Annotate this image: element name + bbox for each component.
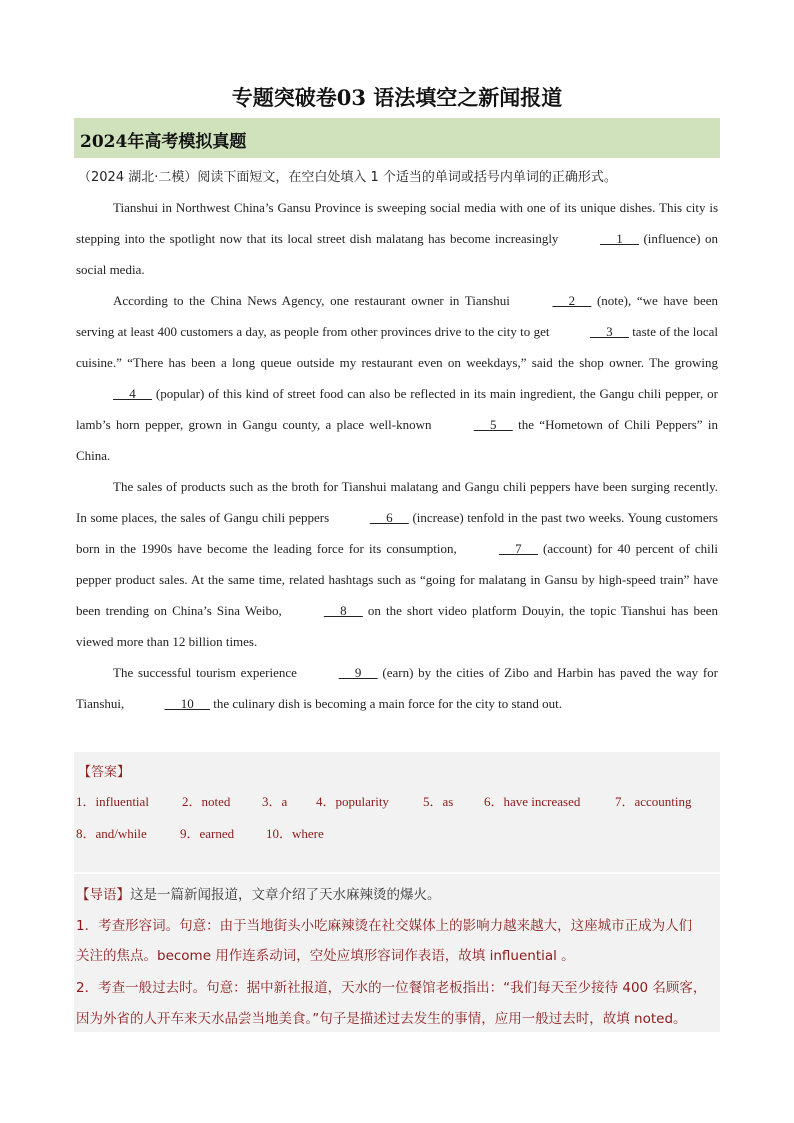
blank-3: 3	[589, 324, 629, 339]
paragraph-text: (popular) of this kind of street food can also be reflected in its main ingredient, the Gangu chili pepper, or lamb’s horn pepper, grown in Gangu county, a place well-known	[76, 386, 718, 432]
guide-intro	[76, 883, 441, 903]
guide-intro-text: 这是一篇新闻报道，文章介绍了天水麻辣烫的爆火。	[130, 887, 441, 903]
explanation-2-line-1: 2．考查一般过去时。句意：据中新社报道，天水的一位餐馆老板指出：“我们每天至少接待 400 名顾客，	[76, 980, 707, 996]
passage-paragraph-3	[76, 471, 718, 657]
blank-7: 7	[498, 541, 538, 556]
blank-6: 6	[369, 510, 409, 525]
paragraph-text: The successful tourism experience	[113, 665, 302, 680]
paragraph-text: The sales of products such as the broth for Tianshui malatang and Gangu chili peppers have been surging recently. In some places, the sales of Gangu chili peppers	[76, 479, 718, 525]
paragraph-text: (account) for 40 percent of chili pepper product sales. At the same time, related hashtags such as “going for malatang in Gansu by high-speed train” have been trending on China’s Sina Weibo,	[76, 541, 718, 618]
blank-2: 2	[552, 293, 592, 308]
passage-paragraph-4	[76, 657, 718, 719]
answer-item: 5．as	[423, 794, 454, 809]
paragraph-text: (note), “we have been serving at least 400 customers a day, as people from other provinces drive to the city to get	[76, 293, 718, 339]
paragraph-text: on the short video platform Douyin, the topic Tianshui has been viewed more than 12 billion times.	[76, 603, 719, 649]
passage	[76, 192, 718, 719]
explanation-section	[74, 874, 720, 1032]
explanation-1-line-2: 关注的焦点。become 用作连系动词，空处应填形容词作表语，故填 influential 。	[76, 948, 575, 964]
explanation-1-line-1: 1．考查形容词。句意：由于当地街头小吃麻辣烫在社交媒体上的影响力越来越大，这座城市正成为人们	[76, 918, 693, 934]
answer-row-1	[76, 791, 692, 810]
answer-section	[74, 752, 720, 872]
paragraph-text: Tianshui in Northwest China’s Gansu Province is sweeping social media with one of its unique dishes. This city is stepping into the spotlight now that its local street dish malatang has become increasingly	[76, 200, 718, 246]
answer-item: 6．have increased	[484, 794, 581, 809]
explanation-2-line-2: 因为外省的人开车来天水品尝当地美食。”句子是描述过去发生的事情，应用一般过去时，故填 noted。	[76, 1011, 687, 1027]
answer-item: 1．influential	[76, 794, 149, 809]
paragraph-text: (increase) tenfold in the past two weeks. Young customers born in the 1990s have become the leading force for its consumption,	[76, 510, 718, 556]
passage-paragraph-2	[76, 285, 718, 471]
answer-item: 10．where	[266, 826, 324, 841]
document-title: 专题突破卷03 语法填空之新闻报道	[231, 85, 563, 110]
answer-row-2	[76, 823, 324, 842]
blank-10: 10	[164, 696, 211, 711]
blank-9: 9	[338, 665, 378, 680]
passage-paragraph-1	[76, 192, 718, 285]
paragraph-text: the “Hometown of Chili Peppers” in China.	[76, 417, 718, 463]
answer-item: 9．earned	[180, 826, 235, 841]
guide-label: 【导语】	[76, 887, 130, 903]
blank-4: 4	[113, 386, 152, 401]
answer-item: 7．accounting	[615, 794, 692, 809]
answer-item: 2．noted	[182, 794, 231, 809]
answer-item: 3．a	[262, 794, 288, 809]
paragraph-text: (influence) on social media.	[76, 231, 718, 277]
section-header-bar	[74, 118, 720, 158]
blank-1: 1	[599, 231, 639, 246]
exercise-instruction: （2024 湖北·二模）阅读下面短文，在空白处填入 1 个适当的单词或括号内单词的正确形式。	[78, 170, 617, 185]
section-title: 2024年高考模拟真题	[80, 132, 247, 152]
blank-5: 5	[473, 417, 513, 432]
paragraph-text: the culinary dish is becoming a main force for the city to stand out.	[210, 696, 563, 711]
paragraph-text: (earn) by the cities of Zibo and Harbin has paved the way for Tianshui,	[76, 665, 718, 711]
paragraph-text: taste of the local cuisine.” “There has been a long queue outside my restaurant even on weekdays,” said the shop owner. The growing	[76, 324, 718, 370]
paragraph-text: According to the China News Agency, one restaurant owner in Tianshui	[113, 293, 516, 308]
answer-item: 4．popularity	[316, 794, 389, 809]
blank-8: 8	[323, 603, 363, 618]
answer-label: 【答案】	[78, 765, 131, 780]
answer-item: 8．and/while	[76, 826, 147, 841]
